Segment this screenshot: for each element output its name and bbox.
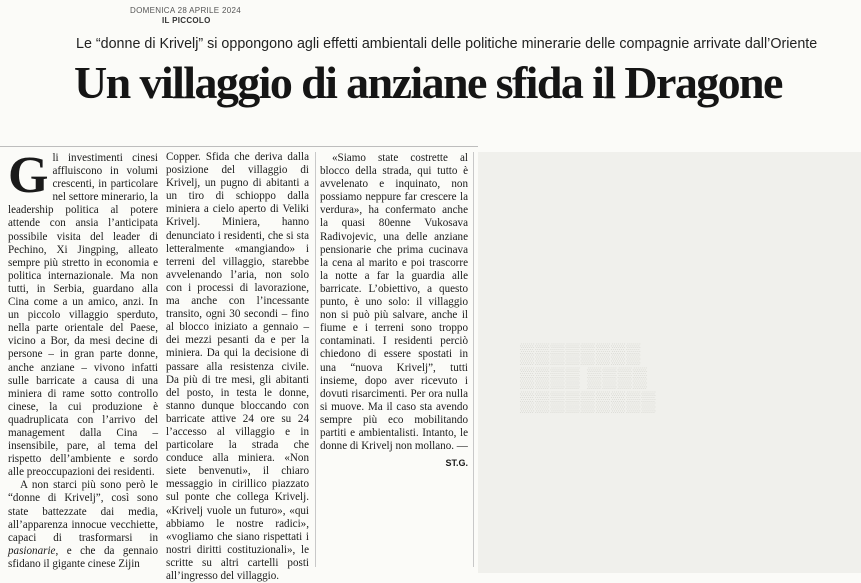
page-masthead [130, 6, 241, 25]
adjacent-article-area [478, 152, 861, 573]
column-divider [473, 152, 474, 567]
newspaper-name: IL PICCOLO [162, 16, 211, 25]
issue-date: DOMENICA 28 APRILE 2024 [130, 6, 241, 15]
emphasis: pasionarie [8, 544, 56, 557]
paragraph: «Siamo state costrette al blocco della strada, qui tutto è avvelenato e inquinato, non possiamo neppure far crescere la verdura», ha confermato anche la quasi 80enne Vukosava Radivojevic, una delle anziane pensionarie che prima cucinava la cena al marito e poi trascorre la notte a far la guardia alle barricate. L’obiettivo, a questo punto, è uno solo: il villaggio non si può più salvare, anche il fiume e i terreni sono troppo contaminati. I residenti perciò chiedono di essere spostati in una “nuova Krivelj”, tutti insieme, dopo aver ricevuto i dovuti risarcimenti. Per ora nulla si muove. Ma il caso sta avendo sempre più eco mobilitando partiti e ambientalisti. Intanto, le donne di Krivelj non mollano. — [320, 152, 468, 453]
author-signature: ST.G. [445, 458, 468, 469]
paragraph: Copper. Sfida che deriva dalla posizione del villaggio di Krivelj, un pugno di abitanti a un tiro di schioppo dalla miniera a cielo aperto di Veliki Krivelj. Miniera, hanno denunciato i residenti, che si sta letteralmente «mangiando» i terreni del villaggio, starebbe avvelenando l’aria, non solo con i processi di lavorazione, ma anche con l’incessante transito, ogni 30 secondi – fino al blocco iniziato a gennaio – dei mezzi pesanti da e per la miniera. Da qui la decisione di passare alla resistenza civile. Da più di tre mesi, gli abitanti del posto, in testa le donne, stanno dunque bloccando con barricate attive 24 ore su 24 l’accesso al villaggio e in particolare la strada che conduce alla miniera. «Non siete benvenuti», il chiaro messaggio in cirillico piazzato sul ponte che collega Krivelj. «Krivelj vuole un futuro», «qui abbiamo le nostre radici», «vogliamo che siano rispettati i nostri diritti costituzionali», le scritte su altri cartelli posti all’ingresso del villaggio. [166, 151, 309, 582]
article-column-2 [166, 151, 309, 583]
header-divider [0, 146, 478, 147]
paragraph: A non starci più sono però le “donne di Krivelj”, così sono state battezzate dai media, all’apparenza innocue vecchiette, capaci di trasformarsi in pasionarie, e che da gennaio sfidano il gigante cinese Zijin [8, 479, 158, 570]
article-kicker: Le “donne di Krivelj” si oppongono agli effetti ambientali delle politiche minerarie delle compagnie arrivate dall’Oriente [76, 36, 818, 52]
paragraph: li investimenti cinesi affluiscono in volumi crescenti, in particolare nel settore minerario, la leadership politica al potere attende con ansia l’anticipata possibile visita del leader di Pechino, Xi Jingping, alleato sempre più stretto in economia e politica internazionale. Ma non tutti, in Serbia, guardano alla Cina come a un amico, anzi. In un piccolo villaggio sperduto, nella parte orientale del Paese, vicino a Bor, da mesi decine di persone – in gran parte donne, anche anziane – vivono infatti sulle barricate a causa di una miniera di rame sotto controllo cinese, la cui produzione è quadruplicata con l’arrivo del management dalla Cina – insensibile, pare, al tema del rispetto dell’ambiente e sordo alle preoccupazioni dei residenti. [8, 152, 158, 479]
drop-cap: G [8, 147, 49, 204]
article-column-3 [320, 152, 468, 470]
article-headline: Un villaggio di anziane sfida il Dragone [74, 57, 782, 108]
bleed-through-text: ▒▒▒▒▒▒▒▒ ▒▒▒▒ ▒▒▒▒ ▒▒▒▒▒▒▒▒▒ [520, 343, 657, 413]
article-column-1 [8, 147, 158, 571]
column-divider [315, 152, 316, 567]
